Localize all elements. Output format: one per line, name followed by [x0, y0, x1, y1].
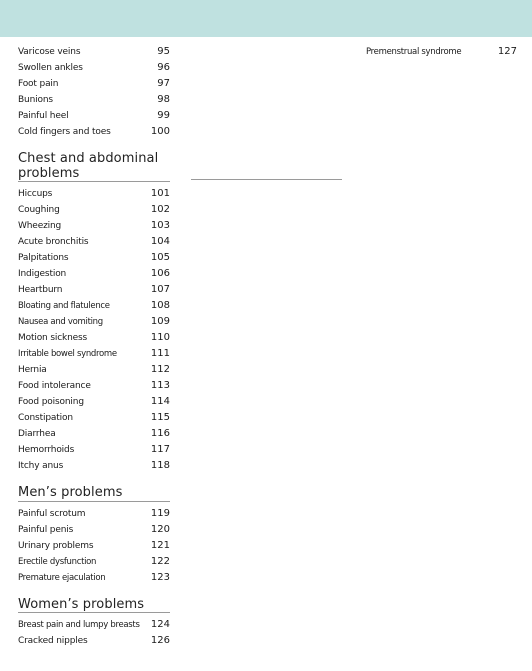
contents-entry[interactable] — [18, 60, 170, 76]
entry-label: Urinary problems — [18, 540, 94, 551]
entry-page: 121 — [150, 539, 170, 551]
column-divider-rule — [191, 179, 342, 180]
entry-label: Painful scrotum — [18, 508, 86, 519]
group-womens — [18, 617, 170, 649]
entry-label: Cracked nipples — [18, 636, 88, 646]
entry-page: 107 — [150, 284, 170, 295]
contents-entry[interactable] — [18, 124, 170, 140]
entry-label: Diarrhea — [18, 429, 56, 439]
contents-entry[interactable] — [18, 506, 170, 522]
entry-page: 118 — [150, 460, 170, 471]
group-legs-feet — [18, 44, 170, 140]
entry-label: Cold fingers and toes — [18, 127, 111, 137]
entry-page: 109 — [150, 316, 170, 327]
contents-entry[interactable] — [18, 633, 170, 649]
entry-label: Painful heel — [18, 111, 69, 121]
entry-label: Varicose veins — [18, 47, 81, 57]
entry-page: 127 — [497, 46, 517, 57]
entry-page: 117 — [150, 444, 170, 455]
entry-page: 115 — [150, 412, 170, 423]
contents-entry[interactable] — [18, 330, 170, 346]
entry-label: Erectile dysfunction — [18, 556, 97, 567]
group-chest-abdominal — [18, 186, 170, 474]
contents-entry[interactable] — [18, 538, 170, 554]
contents-entry[interactable] — [18, 554, 170, 570]
entry-page: 98 — [157, 94, 170, 105]
entry-label: Breast pain and lumpy breasts — [18, 620, 140, 630]
entry-page: 106 — [150, 268, 170, 279]
entry-page: 126 — [150, 635, 170, 646]
contents-entry[interactable] — [18, 426, 170, 442]
entry-page: 105 — [150, 252, 170, 263]
entry-page: 116 — [150, 428, 170, 439]
contents-entry[interactable] — [366, 44, 517, 60]
contents-entry[interactable] — [18, 44, 170, 60]
section-heading-mens: Men’s problems — [18, 486, 170, 502]
entry-page: 120 — [150, 523, 170, 535]
contents-entry[interactable] — [18, 250, 170, 266]
contents-entry[interactable] — [18, 394, 170, 410]
entry-page: 122 — [150, 555, 170, 567]
entry-label: Foot pain — [18, 79, 59, 89]
contents-entry[interactable] — [18, 410, 170, 426]
entry-label: Palpitations — [18, 253, 69, 263]
contents-entry[interactable] — [18, 186, 170, 202]
entry-label: Premenstrual syndrome — [366, 47, 462, 57]
contents-entry[interactable] — [18, 202, 170, 218]
contents-entry[interactable] — [18, 108, 170, 124]
entry-page: 101 — [150, 188, 170, 199]
entry-label: Nausea and vomiting — [18, 317, 103, 327]
entry-label: Bunions — [18, 95, 53, 105]
entry-label: Constipation — [18, 413, 73, 423]
contents-entry[interactable] — [18, 282, 170, 298]
entry-label: Heartburn — [18, 285, 63, 295]
entry-page: 102 — [150, 204, 170, 215]
entry-label: Premature ejaculation — [18, 572, 106, 583]
entry-page: 124 — [150, 619, 170, 630]
contents-entry[interactable] — [18, 362, 170, 378]
entry-page: 114 — [150, 396, 170, 407]
entry-label: Hernia — [18, 365, 47, 375]
contents-entry[interactable] — [18, 458, 170, 474]
entry-page: 112 — [150, 364, 170, 375]
header-band — [0, 0, 532, 37]
entry-page: 110 — [150, 332, 170, 343]
entry-page: 104 — [150, 236, 170, 247]
entry-page: 95 — [157, 46, 170, 57]
contents-entry[interactable] — [18, 346, 170, 362]
contents-column-right — [366, 44, 517, 60]
entry-label: Wheezing — [18, 221, 62, 231]
entry-label: Irritable bowel syndrome — [18, 349, 117, 359]
entry-page: 97 — [157, 78, 170, 89]
contents-entry[interactable] — [18, 442, 170, 458]
entry-page: 123 — [150, 571, 170, 583]
entry-label: Food poisoning — [18, 397, 84, 407]
entry-label: Swollen ankles — [18, 63, 83, 73]
entry-page: 113 — [150, 380, 170, 391]
entry-label: Bloating and flatulence — [18, 301, 110, 311]
contents-entry[interactable] — [18, 314, 170, 330]
contents-entry[interactable] — [18, 234, 170, 250]
entry-page: 119 — [150, 507, 170, 519]
contents-entry[interactable] — [18, 92, 170, 108]
contents-entry[interactable] — [18, 76, 170, 92]
entry-page: 108 — [150, 300, 170, 311]
contents-entry[interactable] — [18, 522, 170, 538]
entry-label: Itchy anus — [18, 461, 64, 471]
contents-entry[interactable] — [18, 298, 170, 314]
entry-page: 111 — [150, 348, 170, 359]
entry-page: 99 — [157, 110, 170, 121]
entry-label: Hemorrhoids — [18, 445, 75, 455]
contents-entry[interactable] — [18, 570, 170, 586]
section-heading-womens: Women’s problems — [18, 598, 170, 614]
entry-label: Painful penis — [18, 524, 74, 535]
entry-page: 103 — [150, 220, 170, 231]
entry-label: Hiccups — [18, 189, 53, 199]
entry-page: 96 — [157, 62, 170, 73]
entry-label: Food intolerance — [18, 381, 91, 391]
entry-page: 100 — [150, 126, 170, 137]
group-mens — [18, 506, 170, 586]
contents-entry[interactable] — [18, 218, 170, 234]
contents-column-left — [18, 44, 170, 649]
contents-entry[interactable] — [18, 378, 170, 394]
entry-label: Indigestion — [18, 269, 67, 279]
entry-label: Acute bronchitis — [18, 237, 89, 247]
entry-label: Motion sickness — [18, 333, 88, 343]
section-heading-chest-abdominal: Chest and abdominal problems — [18, 152, 170, 182]
contents-entry[interactable] — [18, 266, 170, 282]
contents-entry[interactable] — [18, 617, 170, 633]
entry-label: Coughing — [18, 205, 60, 215]
